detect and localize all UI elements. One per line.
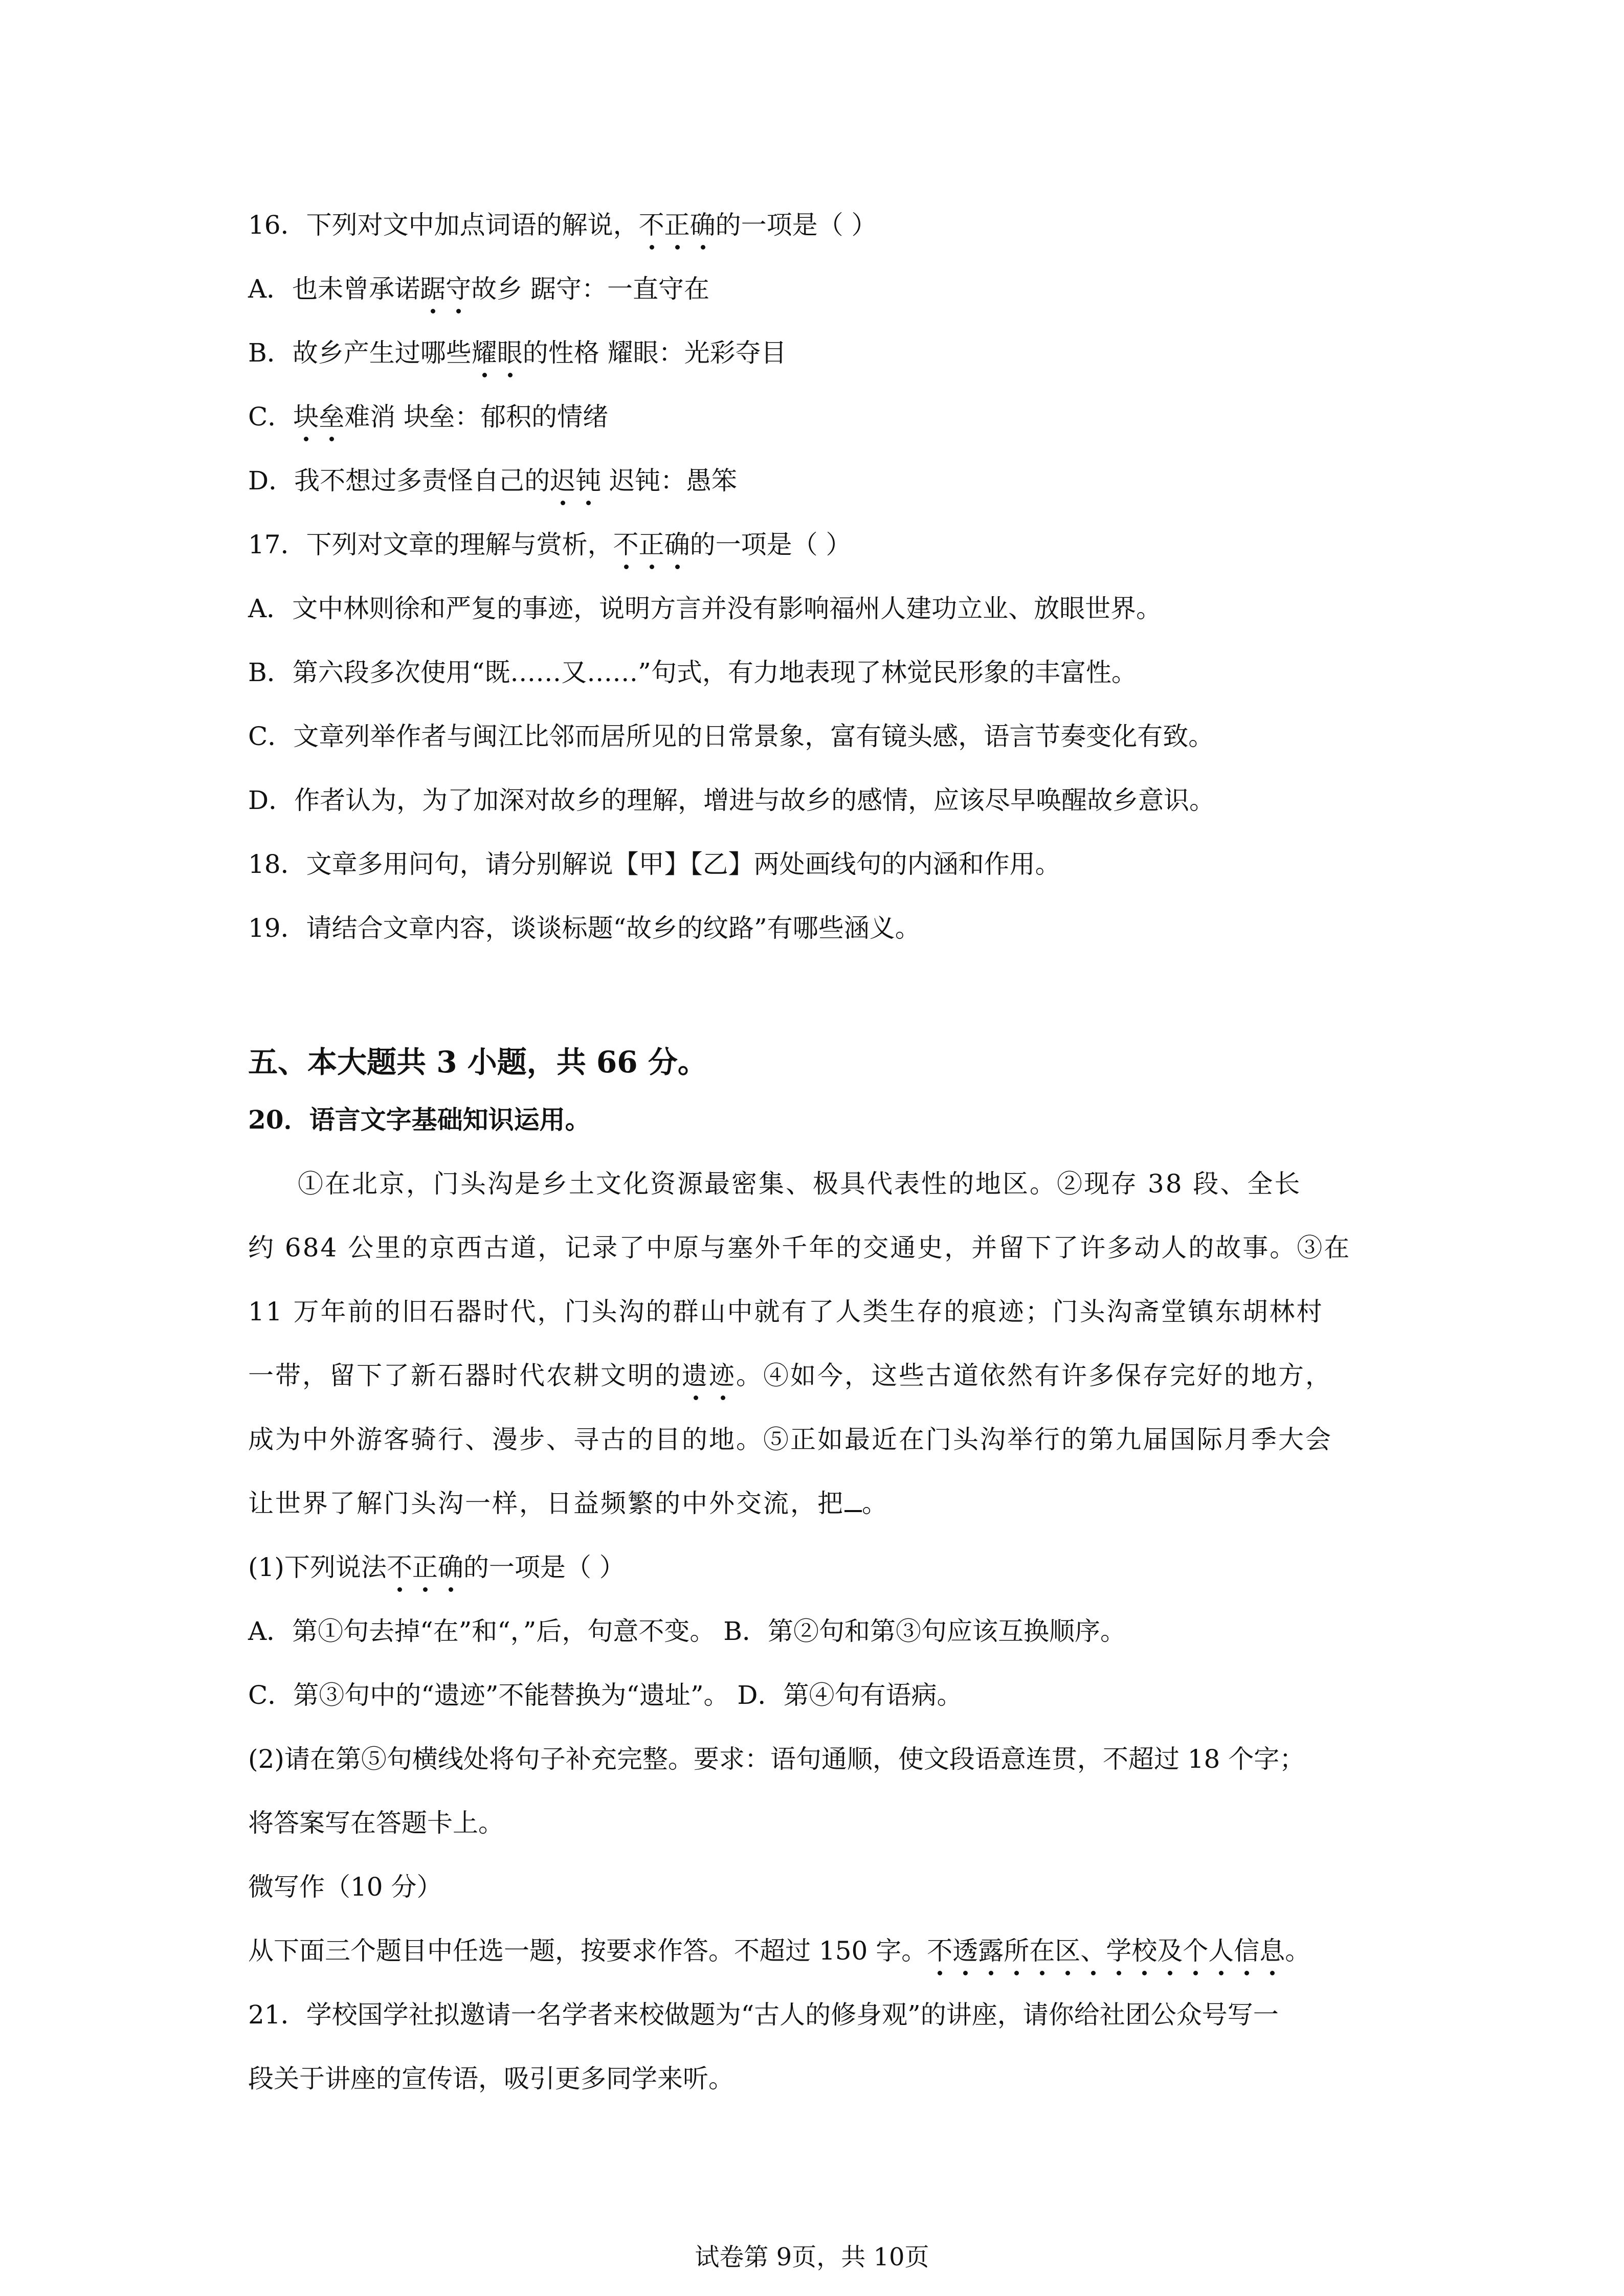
answer-blank[interactable] — [844, 1490, 862, 1512]
q16-option-c: C．块垒难消 块垒：郁积的情绪 — [248, 400, 608, 433]
section-heading: 五、本大题共 3 小题，共 66 分。 — [248, 1045, 707, 1079]
q20-sub1-stem: (1)下列说法不正确的一项是（ ） — [248, 1551, 625, 1584]
q17-option-c: C．文章列举作者与闽江比邻而居所见的日常景象，富有镜头感，语言节奏变化有致。 — [248, 722, 1214, 751]
page-footer: 试卷第 9页，共 10页 — [695, 2243, 929, 2271]
emphasis-char: 踞 — [420, 273, 446, 305]
q20-passage-line: 让世界了解门头沟一样，日益频繁的中外交流，把 。 — [248, 1489, 889, 1518]
q17-option-a: A．文中林则徐和严复的事迹，说明方言并没有影响福州人建功立业、放眼世界。 — [248, 594, 1162, 623]
q16-stem: 16．下列对文中加点词语的解说，不正确的一项是（ ） — [248, 209, 877, 241]
emphasis-char: 眼 — [497, 336, 523, 369]
q20-passage-line: 一带，留下了新石器时代农耕文明的遗迹。④如今，这些古道依然有许多保存完好的地方， — [248, 1359, 1332, 1392]
emphasis-char: 及 — [1157, 1934, 1183, 1967]
q21-line: 段关于讲座的宣传语，吸引更多同学来听。 — [248, 2064, 734, 2094]
emphasis-char: 正 — [639, 528, 664, 561]
q20-passage-line: ①在北京，门头沟是乡土文化资源最密集、极具代表性的地区。②现存 38 段、全长 — [298, 1169, 1302, 1199]
emphasis-char: 确 — [438, 1551, 463, 1584]
emphasis-char: 耀 — [472, 336, 497, 369]
emphasis-char: 块 — [293, 400, 319, 433]
emphasis-char: 不 — [387, 1551, 412, 1584]
emphasis-char: 露 — [978, 1934, 1004, 1967]
micro-writing-title: 微写作（10 分） — [248, 1872, 442, 1902]
emphasis-char: 不 — [613, 528, 639, 561]
q17-option-b: B．第六段多次使用“既……又……”句式，有力地表现了林觉民形象的丰富性。 — [248, 658, 1137, 687]
emphasis-char: 学 — [1106, 1934, 1131, 1967]
emphasis-char: 信 — [1234, 1934, 1259, 1967]
emphasis-char: 迟 — [550, 464, 575, 497]
q20-title: 20．语言文字基础知识运用。 — [248, 1105, 591, 1135]
q17-option-d: D．作者认为，为了加深对故乡的理解，增进与故乡的感情，应该尽早唤醒故乡意识。 — [248, 785, 1215, 815]
emphasis-char: 透 — [952, 1934, 978, 1967]
q20-passage-line: 约 684 公里的京西古道，记录了中原与塞外千年的交通史，并留下了许多动人的故事。③在 — [248, 1233, 1351, 1263]
emphasis-char: 正 — [664, 209, 690, 241]
q20-passage-line: 成为中外游客骑行、漫步、寻古的目的地。⑤正如最近在门头沟举行的第九届国际月季大会 — [248, 1425, 1332, 1454]
q20-passage-line: 11 万年前的旧石器时代，门头沟的群山中就有了人类生存的痕迹；门头沟斋堂镇东胡林村 — [248, 1297, 1324, 1326]
emphasis-char: 确 — [664, 528, 690, 561]
emphasis-char: 确 — [690, 209, 716, 241]
emphasis-char: 不 — [639, 209, 664, 241]
q19: 19．请结合文章内容，谈谈标题“故乡的纹路”有哪些涵义。 — [248, 913, 921, 943]
q16-option-d: D．我不想过多责怪自己的迟钝 迟钝：愚笨 — [248, 464, 737, 497]
emphasis-char: 守 — [446, 273, 471, 305]
emphasis-char: 不 — [927, 1934, 952, 1967]
emphasis-char: 遗 — [682, 1359, 709, 1392]
emphasis-char: 正 — [412, 1551, 438, 1584]
emphasis-char: 钝 — [575, 464, 601, 497]
emphasis-char: 息 — [1259, 1934, 1285, 1967]
q17-stem: 17．下列对文章的理解与赏析，不正确的一项是（ ） — [248, 528, 852, 561]
emphasis-char: 、 — [1080, 1934, 1106, 1967]
emphasis-char: 垒 — [319, 400, 344, 433]
emphasis-char: 所 — [1004, 1934, 1029, 1967]
q16-option-a: A．也未曾承诺踞守故乡 踞守：一直守在 — [248, 273, 709, 305]
emphasis-char: 校 — [1131, 1934, 1157, 1967]
emphasis-char: 个 — [1183, 1934, 1208, 1967]
q20-sub2-line: 将答案写在答题卡上。 — [248, 1808, 504, 1838]
emphasis-char: 人 — [1208, 1934, 1234, 1967]
q20-sub2-line: (2)请在第⑤句横线处将句子补充完整。要求：语句通顺，使文段语意连贯，不超过 18 个字； — [248, 1744, 1305, 1774]
emphasis-char: 区 — [1055, 1934, 1080, 1967]
emphasis-char: 迹 — [709, 1359, 736, 1392]
q18: 18．文章多用问句，请分别解说【甲】【乙】两处画线句的内涵和作用。 — [248, 849, 1061, 879]
q20-sub1-options-cd: C．第③句中的“遗迹”不能替换为“遗址”。 D．第④句有语病。 — [248, 1680, 963, 1710]
q21-line: 21．学校国学社拟邀请一名学者来校做题为“古人的修身观”的讲座，请你给社团公众号写一 — [248, 2000, 1279, 2030]
q20-sub1-options-ab: A．第①句去掉“在”和“，”后，句意不变。 B．第②句和第③句应该互换顺序。 — [248, 1616, 1126, 1646]
q16-option-b: B．故乡产生过哪些耀眼的性格 耀眼：光彩夺目 — [248, 336, 787, 369]
micro-writing-intro: 从下面三个题目中任选一题，按要求作答。不超过 150 字。不透露所在区、学校及个人信息。 — [248, 1934, 1310, 1967]
emphasis-char: 在 — [1029, 1934, 1055, 1967]
